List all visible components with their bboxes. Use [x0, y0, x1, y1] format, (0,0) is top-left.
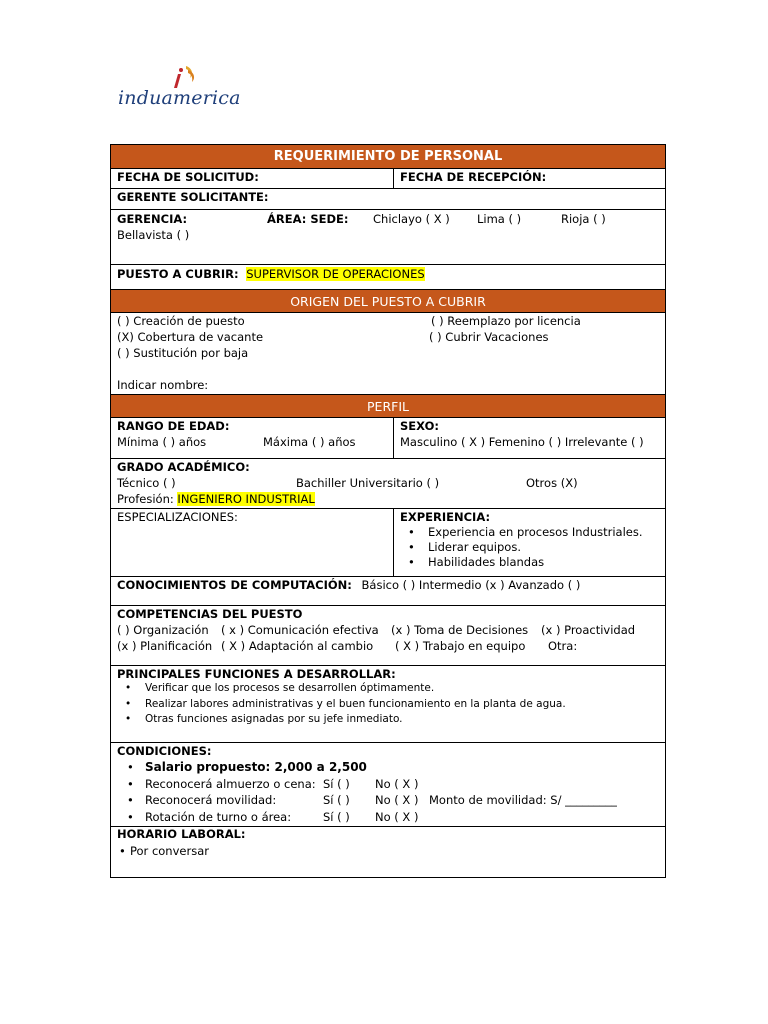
competencia-planificacion: (x ) Planificación [117, 639, 213, 653]
almuerzo-label: Reconocerá almuerzo o cena: [145, 777, 316, 791]
area-sede-label: ÁREA: SEDE: [267, 212, 349, 226]
edad-minima: Mínima ( ) años [117, 435, 207, 449]
rango-edad-label: RANGO DE EDAD: [117, 419, 230, 433]
gerencia-label: GERENCIA: [117, 212, 188, 226]
bullet-icon: • [127, 793, 134, 807]
almuerzo-no: No ( X ) [375, 777, 419, 791]
especializaciones-experiencia-row [111, 508, 665, 576]
movilidad-si: Sí ( ) [323, 793, 350, 807]
sede-rioja: Rioja ( ) [561, 212, 606, 226]
competencia-adaptacion: ( X ) Adaptación al cambio [221, 639, 374, 653]
horario-item: Por conversar [130, 844, 209, 858]
sede-bellavista: Bellavista ( ) [117, 228, 190, 242]
bullet-icon: • [127, 760, 134, 774]
personnel-request-form [110, 144, 666, 878]
experiencia-label: EXPERIENCIA: [400, 510, 491, 524]
gerencia-row [111, 209, 665, 264]
condiciones-row [111, 742, 665, 826]
profesion-label: Profesión: [117, 492, 174, 506]
profesion-value: INGENIERO INDUSTRIAL [177, 492, 315, 506]
logo-text: induamerica [118, 87, 241, 109]
indicar-nombre-label: Indicar nombre: [117, 378, 209, 392]
sexo-options: Masculino ( X ) Femenino ( ) Irrelevante ( ) [400, 435, 644, 449]
origen-creacion: ( ) Creación de puesto [117, 314, 245, 328]
computacion-row [111, 576, 665, 605]
puesto-row [111, 264, 665, 289]
grado-row [111, 458, 665, 508]
funciones-list [117, 682, 659, 727]
especializaciones-label: ESPECIALIZACIONES: [111, 509, 394, 576]
funcion-item: • Otras funciones asignadas por su jefe inmediato. [117, 713, 659, 727]
fecha-recepcion-label: FECHA DE RECEPCIÓN: [400, 170, 547, 184]
competencias-row [111, 605, 665, 665]
origen-vacaciones: ( ) Cubrir Vacaciones [429, 330, 549, 344]
competencia-organizacion: ( ) Organización [117, 623, 209, 637]
horario-label: HORARIO LABORAL: [117, 827, 246, 841]
condiciones-label: CONDICIONES: [117, 744, 212, 758]
funcion-item: • Realizar labores administrativas y el buen funcionamiento en la planta de agua. [117, 698, 659, 712]
competencias-label: COMPETENCIAS DEL PUESTO [117, 607, 303, 621]
computacion-label: CONOCIMIENTOS DE COMPUTACIÓN: [117, 578, 352, 592]
origen-sustitucion: ( ) Sustitución por baja [117, 346, 249, 360]
bullet-icon: • [127, 810, 134, 824]
sede-chiclayo: Chiclayo ( X ) [373, 212, 450, 226]
puesto-value: SUPERVISOR DE OPERACIONES [246, 267, 425, 281]
gerente-solicitante-label: GERENTE SOLICITANTE: [111, 188, 665, 209]
bullet-icon: • [127, 777, 134, 791]
form-title: REQUERIMIENTO DE PERSONAL [111, 145, 665, 168]
origen-reemplazo: ( ) Reemplazo por licencia [431, 314, 581, 328]
origen-header: ORIGEN DEL PUESTO A CUBRIR [111, 289, 665, 312]
horario-row [111, 826, 665, 877]
origen-row [111, 312, 665, 394]
company-logo [118, 62, 258, 112]
funciones-label: PRINCIPALES FUNCIONES A DESARROLLAR: [117, 667, 396, 681]
competencia-decisiones: (x ) Toma de Decisiones [391, 623, 529, 637]
salario-propuesto: Salario propuesto: 2,000 a 2,500 [145, 760, 367, 774]
edad-maxima: Máxima ( ) años [263, 435, 356, 449]
experiencia-item: • Liderar equipos. [400, 540, 659, 555]
experiencia-list [400, 525, 659, 570]
experiencia-item: • Experiencia en procesos Industriales. [400, 525, 659, 540]
fecha-solicitud-label: FECHA DE SOLICITUD: [111, 169, 394, 188]
edad-sexo-row [111, 417, 665, 458]
monto-movilidad: Monto de movilidad: S/ _________ [429, 793, 617, 807]
competencia-otra: Otra: [548, 639, 578, 653]
sexo-label: SEXO: [400, 419, 439, 433]
grado-bachiller: Bachiller Universitario ( ) [296, 476, 440, 490]
sede-lima: Lima ( ) [477, 212, 522, 226]
competencia-proactividad: (x ) Proactividad [541, 623, 636, 637]
competencia-equipo: ( X ) Trabajo en equipo [395, 639, 526, 653]
profesion-row [117, 492, 315, 507]
movilidad-label: Reconocerá movilidad: [145, 793, 277, 807]
rotacion-label: Rotación de turno o área: [145, 810, 292, 824]
competencia-comunicacion: ( x ) Comunicación efectiva [221, 623, 379, 637]
movilidad-no: No ( X ) [375, 793, 419, 807]
almuerzo-si: Sí ( ) [323, 777, 350, 791]
experiencia-item: • Habilidades blandas [400, 555, 659, 570]
perfil-header: PERFIL [111, 394, 665, 417]
origen-cobertura: (X) Cobertura de vacante [117, 330, 264, 344]
bullet-icon: • [119, 844, 126, 858]
dates-row [111, 168, 665, 188]
rotacion-si: Sí ( ) [323, 810, 350, 824]
puesto-label: PUESTO A CUBRIR: [117, 267, 239, 281]
grado-tecnico: Técnico ( ) [117, 476, 176, 490]
grado-label: GRADO ACADÉMICO: [117, 460, 250, 474]
funciones-row [111, 665, 665, 742]
grado-otros: Otros (X) [526, 476, 578, 490]
rotacion-no: No ( X ) [375, 810, 419, 824]
funcion-item: • Verificar que los procesos se desarrollen óptimamente. [117, 682, 659, 696]
computacion-options: Básico ( ) Intermedio (x ) Avanzado ( ) [361, 578, 581, 592]
